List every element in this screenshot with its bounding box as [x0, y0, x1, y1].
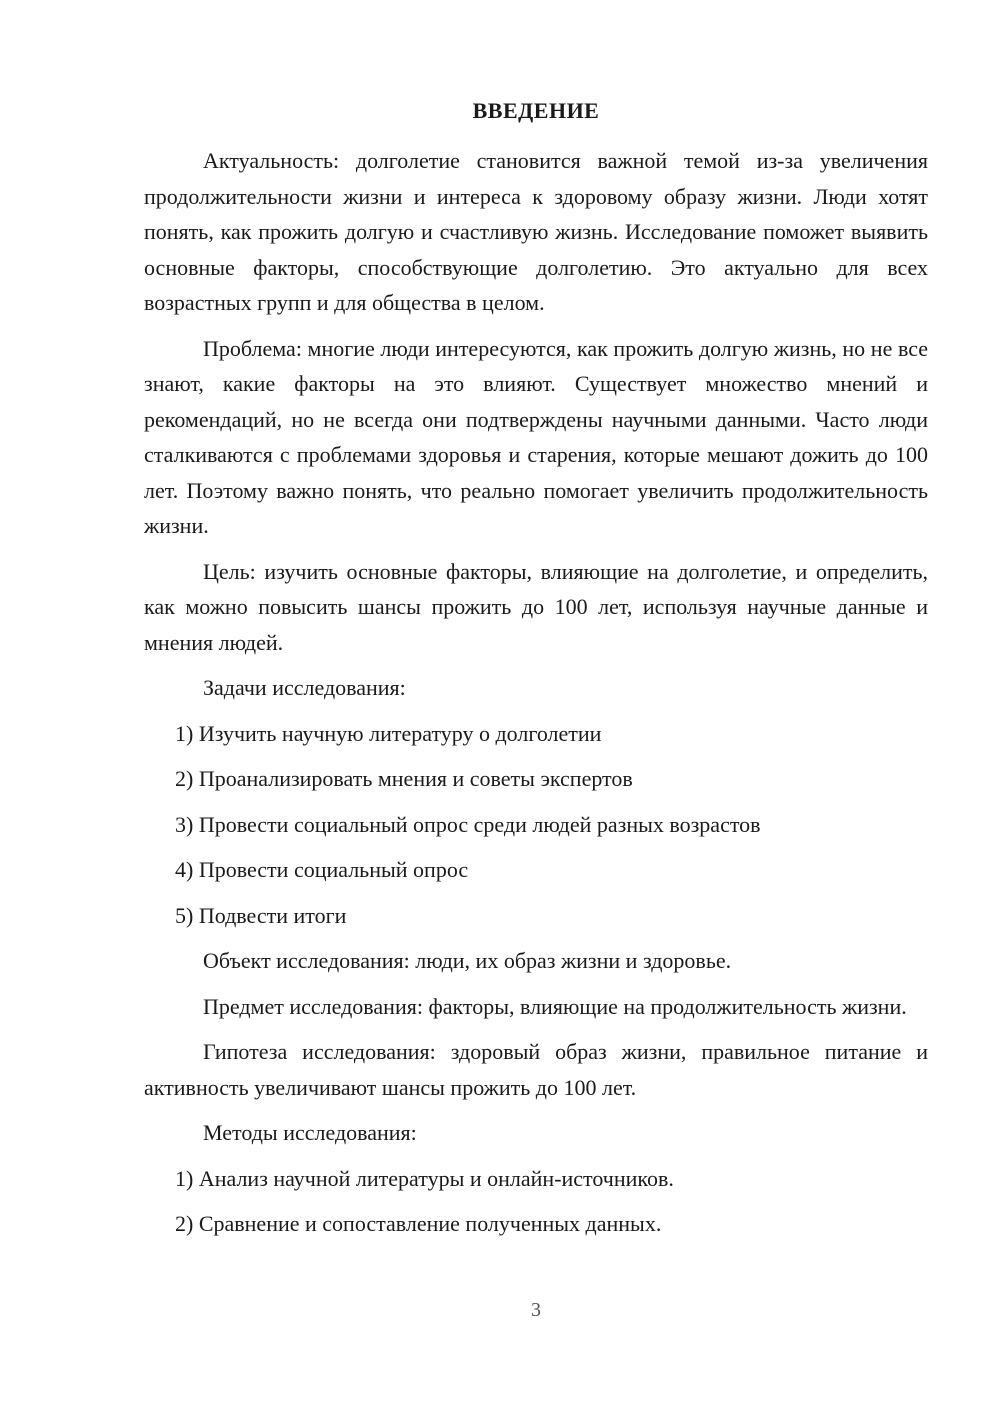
page-title: ВВЕДЕНИЕ — [472, 98, 600, 123]
list-item: 4) Провести социальный опрос — [175, 857, 469, 882]
list-item: 2) Проанализировать мнения и советы экспертов — [175, 766, 633, 791]
problem-paragraph: Проблема: многие люди интересуются, как прожить долгую жизнь, но не все знают, какие факторы на это влияют. Существует множество мнений и рекомендаций, но не всегда они подтверждены научными данными. Часто люди сталкиваются с проблемами здоровья и старения, которые мешают дожить до 100 лет. Поэтому важно понять, что реально помогает увеличить продолжительность жизни. — [144, 335, 928, 538]
document-body — [144, 143, 928, 1252]
list-item: 5) Подвести итоги — [175, 902, 347, 928]
object-line: Объект исследования: люди, их образ жизни и здоровье. — [203, 948, 732, 973]
methods-heading: Методы исследования: — [203, 1120, 417, 1145]
page-number: 3 — [531, 1299, 541, 1321]
relevance-paragraph: Актуальность: долголетие становится важной темой из-за увеличения продолжительности жизни и интереса к здоровому образу жизни. Люди хотят понять, как прожить долгую и счастливую жизнь. Исследование поможет выявить основные факторы, способствующие долголетию. Это актуально для всех возрастных групп и для общества в целом. — [144, 148, 928, 315]
list-item: 3) Провести социальный опрос среди людей разных возрастов — [175, 811, 761, 837]
tasks-heading: Задачи исследования: — [203, 675, 406, 700]
list-item: 1) Изучить научную литературу о долголетии — [175, 720, 602, 746]
tasks-list — [144, 716, 928, 934]
hypothesis-paragraph: Гипотеза исследования: здоровый образ жизни, правильное питание и активность увеличивают шансы прожить до 100 лет. — [144, 1039, 928, 1100]
subject-paragraph: Предмет исследования: факторы, влияющие на продолжительность жизни. — [203, 993, 907, 1019]
list-item: 2) Сравнение и сопоставление полученных данных. — [175, 1211, 662, 1236]
list-item: 1) Анализ научной литературы и онлайн-источников. — [175, 1165, 674, 1191]
methods-list — [144, 1161, 928, 1242]
goal-paragraph: Цель: изучить основные факторы, влияющие на долголетие, и определить, как можно повысить шансы прожить до 100 лет, используя научные данные и мнения людей. — [144, 558, 928, 655]
